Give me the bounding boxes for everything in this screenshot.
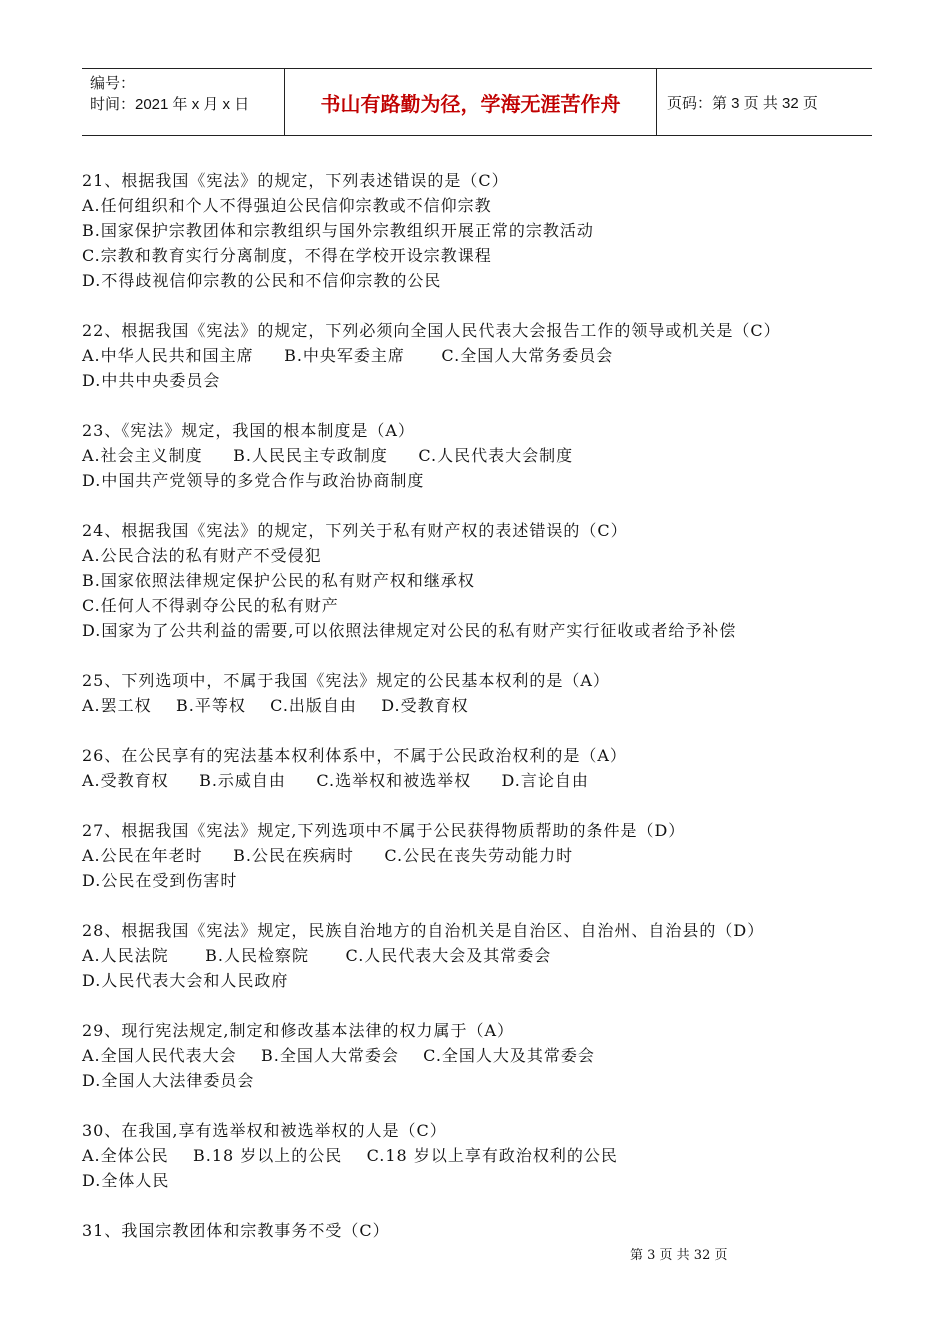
question-options-line: D.人民代表大会和人民政府 bbox=[82, 971, 289, 990]
question-block bbox=[82, 1018, 882, 1093]
question-block bbox=[82, 668, 882, 718]
footer-page-number: 第 3 页 共 32 页 bbox=[630, 1248, 728, 1263]
question-block bbox=[82, 418, 882, 493]
question-options-line: D.公民在受到伤害时 bbox=[82, 871, 238, 890]
question-block bbox=[82, 918, 882, 993]
question-title: 21、根据我国《宪法》的规定，下列表述错误的是（C） bbox=[82, 171, 509, 190]
question-block bbox=[82, 518, 882, 643]
question-title: 28、根据我国《宪法》规定，民族自治地方的自治机关是自治区、自治州、自治县的（D） bbox=[82, 921, 765, 940]
question-list bbox=[82, 168, 882, 1268]
question-options-line: A.中华人民共和国主席 B.中央军委主席 C.全国人大常务委员会 bbox=[82, 346, 614, 365]
header-meta bbox=[82, 69, 285, 135]
question-options-line: B.国家依照法律规定保护公民的私有财产权和继承权 bbox=[82, 571, 475, 590]
question-options-line: A.全国人民代表大会 B.全国人大常委会 C.全国人大及其常委会 bbox=[82, 1046, 595, 1065]
question-options-line: D.全国人大法律委员会 bbox=[82, 1071, 255, 1090]
question-block bbox=[82, 168, 882, 293]
question-options-line: D.中共中央委员会 bbox=[82, 371, 221, 390]
question-title: 26、在公民享有的宪法基本权利体系中，不属于公民政治权利的是（A） bbox=[82, 746, 627, 765]
question-options-line: A.全体公民 B.18 岁以上的公民 C.18 岁以上享有政治权利的公民 bbox=[82, 1146, 618, 1165]
question-options-line: A.人民法院 B.人民检察院 C.人民代表大会及其常委会 bbox=[82, 946, 552, 965]
question-options-line: A.受教育权 B.示威自由 C.选举权和被选举权 D.言论自由 bbox=[82, 771, 589, 790]
question-block bbox=[82, 1118, 882, 1193]
question-block bbox=[82, 1218, 882, 1243]
question-options-line: A.社会主义制度 B.人民民主专政制度 C.人民代表大会制度 bbox=[82, 446, 574, 465]
question-title: 25、下列选项中，不属于我国《宪法》规定的公民基本权利的是（A） bbox=[82, 671, 610, 690]
header-motto: 书山有路勤为径，学海无涯苦作舟 bbox=[285, 69, 657, 135]
question-title: 31、我国宗教团体和宗教事务不受（C） bbox=[82, 1221, 390, 1240]
question-block bbox=[82, 743, 882, 793]
question-options-line: C.任何人不得剥夺公民的私有财产 bbox=[82, 596, 339, 615]
header-page-label: 页码：第 3 页 共 32 页 bbox=[667, 94, 818, 112]
question-options-line: D.全体人民 bbox=[82, 1171, 170, 1190]
question-title: 23、《宪法》规定，我国的根本制度是（A） bbox=[82, 421, 415, 440]
question-options-line: A.罢工权 B.平等权 C.出版自由 D.受教育权 bbox=[82, 696, 469, 715]
question-title: 22、根据我国《宪法》的规定，下列必须向全国人民代表大会报告工作的领导或机关是（C） bbox=[82, 321, 781, 340]
question-block bbox=[82, 318, 882, 393]
question-title: 30、在我国,享有选举权和被选举权的人是（C） bbox=[82, 1121, 447, 1140]
time-label: 时间：2021 年 x 月 x 日 bbox=[90, 96, 250, 113]
question-title: 29、现行宪法规定,制定和修改基本法律的权力属于（A） bbox=[82, 1021, 515, 1040]
number-label: 编号： bbox=[90, 75, 136, 92]
question-options-line: D.不得歧视信仰宗教的公民和不信仰宗教的公民 bbox=[82, 271, 442, 290]
page-header bbox=[82, 68, 872, 136]
question-options-line: A.公民合法的私有财产不受侵犯 bbox=[82, 546, 322, 565]
question-options-line: D.国家为了公共利益的需要,可以依照法律规定对公民的私有财产实行征收或者给予补偿 bbox=[82, 621, 737, 640]
question-block bbox=[82, 818, 882, 893]
question-title: 24、根据我国《宪法》的规定，下列关于私有财产权的表述错误的（C） bbox=[82, 521, 628, 540]
question-options-line: A.公民在年老时 B.公民在疾病时 C.公民在丧失劳动能力时 bbox=[82, 846, 574, 865]
question-options-line: C.宗教和教育实行分离制度，不得在学校开设宗教课程 bbox=[82, 246, 492, 265]
question-options-line: B.国家保护宗教团体和宗教组织与国外宗教组织开展正常的宗教活动 bbox=[82, 221, 594, 240]
question-options-line: D.中国共产党领导的多党合作与政治协商制度 bbox=[82, 471, 425, 490]
question-options-line: A.任何组织和个人不得强迫公民信仰宗教或不信仰宗教 bbox=[82, 196, 492, 215]
question-title: 27、根据我国《宪法》规定,下列选项中不属于公民获得物质帮助的条件是（D） bbox=[82, 821, 686, 840]
